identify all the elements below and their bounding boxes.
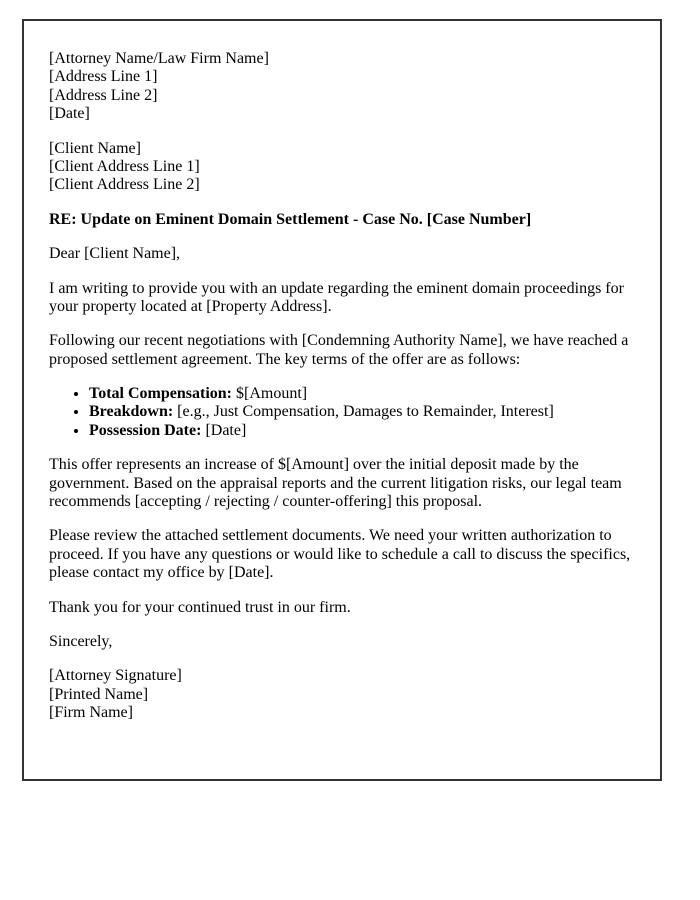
action-request-paragraph: Please review the attached settlement documents. We need your written authorization to proceed. If you have any questions or would like to schedule a call to discuss the specifics, please contact my office by [Date].	[49, 527, 631, 582]
negotiation-paragraph: Following our recent negotiations with [Condemning Authority Name], we have reached a proposed settlement agreement. The key terms of the offer are as follows:	[49, 332, 629, 368]
key-term-possession-date	[89, 422, 634, 440]
key-term-value: [e.g., Just Compensation, Damages to Remainder, Interest]	[177, 403, 554, 421]
recipient-block	[49, 140, 634, 195]
salutation: Dear [Client Name],	[49, 245, 181, 263]
sender-address-line-1: [Address Line 1]	[49, 68, 158, 86]
subject-line: RE: Update on Eminent Domain Settlement - Case No. [Case Number]	[49, 210, 532, 228]
key-term-value: [Date]	[205, 421, 247, 439]
signature-block	[49, 667, 634, 722]
printed-name-line: [Printed Name]	[49, 685, 149, 703]
recipient-address-line-1: [Client Address Line 1]	[49, 157, 200, 175]
attorney-signature-line: [Attorney Signature]	[49, 667, 182, 685]
key-term-label: Breakdown:	[89, 403, 174, 421]
sender-block	[49, 50, 634, 124]
key-term-label: Possession Date:	[89, 421, 202, 439]
key-term-breakdown	[89, 403, 634, 421]
letter-container	[22, 19, 662, 781]
intro-paragraph: I am writing to provide you with an update regarding the eminent domain proceedings for your property located at [Property Address].	[49, 279, 624, 315]
key-term-value: $[Amount]	[235, 385, 308, 403]
recipient-address-line-2: [Client Address Line 2]	[49, 176, 200, 194]
letter-date-line: [Date]	[49, 105, 90, 123]
recipient-name-line: [Client Name]	[49, 139, 141, 157]
sender-name-line: [Attorney Name/Law Firm Name]	[49, 50, 269, 67]
key-terms-list	[49, 385, 634, 440]
signoff: Sincerely,	[49, 632, 113, 650]
offer-analysis-paragraph: This offer represents an increase of $[Amount] over the initial deposit made by the government. Based on the appraisal reports and the current litigation risks, our legal team recommends [accepting / rejecting / counter-offering] this proposal.	[49, 456, 622, 511]
key-term-label: Total Compensation:	[89, 385, 232, 403]
key-term-total-compensation	[89, 385, 634, 403]
firm-name-line: [Firm Name]	[49, 704, 133, 722]
thanks-line: Thank you for your continued trust in our firm.	[49, 598, 351, 616]
sender-address-line-2: [Address Line 2]	[49, 86, 158, 104]
